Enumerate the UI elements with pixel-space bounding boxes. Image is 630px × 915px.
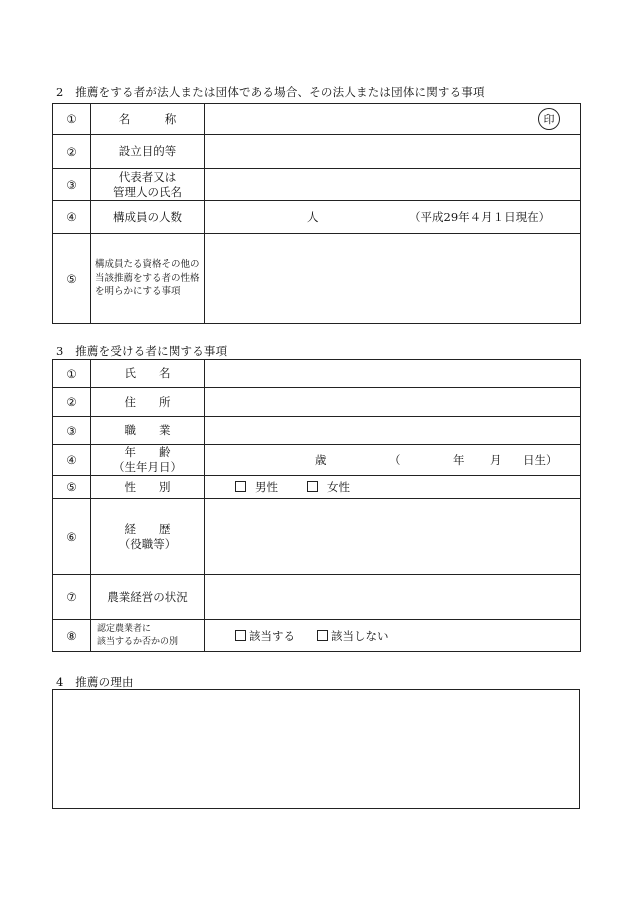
member-count-field[interactable] [205,201,581,234]
career-field[interactable] [205,499,581,575]
occupation-row [53,417,581,445]
certified-yes-label: 該当する [249,628,295,643]
nominee-name-label: 氏 名 [91,360,205,388]
certified-no-label: 該当しない [331,628,389,643]
member-count-row [53,201,581,234]
certified-yes-option[interactable] [235,628,295,644]
row-number: ③ [53,417,91,445]
row-number: ① [53,104,91,135]
representative-label [91,169,205,201]
representative-field[interactable] [205,169,581,201]
age-label-line1: 年 齢 [124,445,171,460]
certified-farmer-label-line2: 該当するか否かの別 [97,636,179,647]
section2-title: 2 推薦をする者が法人または団体である場合、その法人または団体に関する事項 [56,85,485,99]
row-number: ⑦ [53,575,91,620]
checkbox-certified-no[interactable] [317,630,328,641]
career-label-line2: （役職等） [118,536,177,551]
certified-farmer-label [91,620,205,652]
member-qualification-row [53,234,581,324]
row-number: ⑤ [53,234,91,324]
gender-row [53,476,581,499]
birth-year-unit: 年 [453,453,465,467]
org-name-row [53,104,581,135]
certified-farmer-row [53,620,581,652]
row-number: ⑤ [53,476,91,499]
purpose-field[interactable] [205,135,581,169]
female-label: 女性 [327,480,350,494]
checkbox-female[interactable] [307,481,318,492]
farm-management-label: 農業経営の状況 [91,575,205,620]
address-row [53,388,581,417]
farm-management-row [53,575,581,620]
checkbox-certified-yes[interactable] [235,630,246,641]
age-unit: 歳 [315,453,327,467]
row-number: ① [53,360,91,388]
purpose-row [53,135,581,169]
row-number: ⑥ [53,499,91,575]
member-count-unit: 人 [307,210,319,224]
age-label-line2: （生年月日） [113,460,182,474]
org-name-label: 名 称 [91,104,205,135]
section2-table [52,103,581,324]
age-label [91,445,205,476]
address-label: 住 所 [91,388,205,417]
row-number: ③ [53,169,91,201]
gender-label: 性 別 [91,476,205,499]
age-row [53,445,581,476]
representative-row [53,169,581,201]
as-of-date-note: （平成29年４月１日現在） [409,210,551,224]
birthdate-open-paren: （ [389,453,401,467]
section3-table [52,359,581,652]
career-row [53,499,581,575]
section3-title: 3 推薦を受ける者に関する事項 [56,344,228,358]
row-number: ② [53,388,91,417]
gender-male-option[interactable] [235,479,278,495]
row-number: ④ [53,445,91,476]
address-field[interactable] [205,388,581,417]
representative-label-line2: 管理人の氏名 [113,184,182,199]
member-count-label: 構成員の人数 [91,201,205,234]
row-number: ⑧ [53,620,91,652]
gender-field [205,476,581,499]
certified-farmer-field [205,620,581,652]
representative-label-line1: 代表者又は [118,169,177,184]
occupation-label: 職 業 [91,417,205,445]
org-name-field[interactable] [205,104,581,135]
male-label: 男性 [255,480,278,494]
purpose-label: 設立目的等 [91,135,205,169]
farm-management-field[interactable] [205,575,581,620]
certified-no-option[interactable] [317,628,389,644]
recommendation-reason-field[interactable] [52,689,580,809]
row-number: ④ [53,201,91,234]
member-qualification-label: 構成員たる資格その他の当該推薦をする者の性格を明らかにする事項 [91,234,205,324]
member-qualification-field[interactable] [205,234,581,324]
birth-day-unit: 日生） [523,453,558,467]
gender-female-option[interactable] [307,479,350,495]
nominee-name-field[interactable] [205,360,581,388]
career-label-line1: 経 歴 [124,521,171,536]
birth-month-unit: 月 [490,453,502,467]
row-number: ② [53,135,91,169]
checkbox-male[interactable] [235,481,246,492]
career-label [91,499,205,575]
section4-title: 4 推薦の理由 [56,675,134,689]
seal-mark: 印 [538,108,560,130]
occupation-field[interactable] [205,417,581,445]
nominee-name-row [53,360,581,388]
certified-farmer-label-line1: 認定農業者に [97,623,152,634]
age-field[interactable] [205,445,581,476]
